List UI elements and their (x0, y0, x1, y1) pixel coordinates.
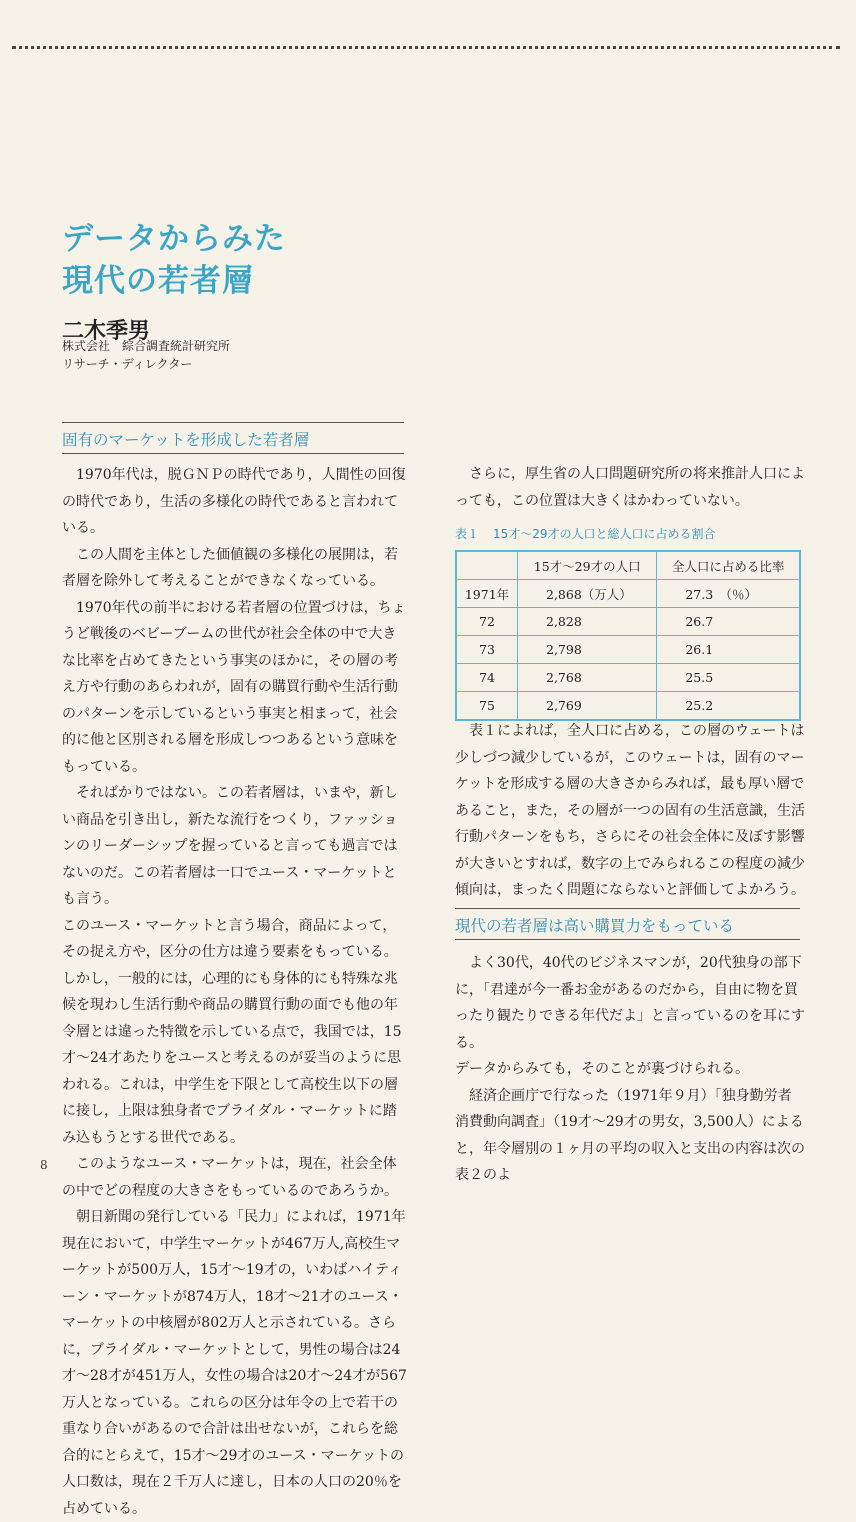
paragraph: データからみても，そのことが裏づけられる。 (455, 1061, 749, 1077)
year-cell: 72 (456, 608, 518, 636)
table-1-caption (455, 525, 730, 542)
table-title: 15才～29才の人口と総人口に占める割合 (493, 527, 716, 541)
top-dotted-rule (12, 46, 840, 49)
year-cell: 74 (456, 664, 518, 692)
population-cell: 2,868（万人） (518, 580, 657, 608)
paragraph: このユース・マーケットと言う場合，商品によって，その捉え方や，区分の仕方は違う要素をもっている。しかし，一般的には，心理的にも身体的にも特殊な兆候を現わし生活行動や商品の購買行動の面でも他の年令層とは違った特徴を示している点で，我国では，15才～24才あたりをユースと考えるのが妥当のように思われる。これは，中学生を下限として高校生以下の層に接し，上限は独身者でブライダル・マーケットに踏み込もうとする世代である。 (62, 917, 402, 1146)
paragraph: この人間を主体とした価値観の多様化の展開は，若者層を除外して考えることができなくなっている。 (62, 546, 398, 589)
left-column-body (62, 462, 410, 1522)
year-cell: 75 (456, 692, 518, 721)
right-column-top (455, 461, 805, 514)
table-row (456, 580, 800, 608)
table-header-row (456, 551, 800, 580)
paragraph: そればかりではない。この若者層は，いまや，新しい商品を引き出し，新たな流行をつくり，ファッションのリーダーシップを握っていると言っても過言ではないのだ。この若者層は一口でユース・マーケットとも言う。 (62, 785, 398, 907)
paragraph: 1970年代の前半における若者層の位置づけは，ちょうど戦後のベビーブームの世代が社会全体の中で大きな比率を占めてきたという事実のほかに，その層の考え方や行動のあらわれが，固有の購買行動や生活行動のパターンを示しているという事実と相まって，社会的に他と区別される層を形成しつつあるという意味をもっている。 (62, 599, 406, 775)
table-header-empty (456, 551, 518, 580)
title-line-2: 現代の若者層 (62, 263, 254, 299)
table-row (456, 636, 800, 664)
right-column-analysis (455, 718, 805, 904)
author-affiliation (62, 337, 230, 373)
paragraph: 1970年代は，脱ＧＮＰの時代であり，人間性の回復の時代であり，生活の多様化の時代であると言われている。 (62, 467, 406, 536)
page-number: 8 (40, 1158, 48, 1172)
population-cell: 2,768 (518, 664, 657, 692)
table-label: 表１ (455, 527, 480, 541)
ratio-cell: 27.3 （％） (657, 580, 800, 608)
section-2-heading: 現代の若者層は高い購買力をもっている (455, 914, 800, 940)
paragraph: よく30代，40代のビジネスマンが，20代独身の部下に，「君達が今一番お金があるのだから，自由に物を買ったり観たりできる年代だよ」と言っているのを耳にする。 (455, 955, 805, 1051)
population-cell: 2,798 (518, 636, 657, 664)
year-cell: 1971年 (456, 580, 518, 608)
population-cell: 2,769 (518, 692, 657, 721)
ratio-cell: 25.5 (657, 664, 800, 692)
ratio-cell: 26.7 (657, 608, 800, 636)
ratio-cell: 26.1 (657, 636, 800, 664)
author-name: 二木季男 (62, 318, 151, 344)
right-column-body (455, 950, 805, 1189)
table-header-population: 15才～29才の人口 (518, 551, 657, 580)
table-header-ratio: 全人口に占める比率 (657, 551, 800, 580)
population-cell: 2,828 (518, 608, 657, 636)
ratio-cell: 25.2 (657, 692, 800, 721)
affiliation-line-2: リサーチ・ディレクター (62, 357, 193, 371)
affiliation-line-1: 株式会社 綜合調査統計研究所 (62, 339, 231, 353)
paragraph: 経済企画庁で行なった（1971年９月）「独身勤労者消費動向調査」（19才～29才の男女，3,500人）によると，年令層別の１ヶ月の平均の収入と支出の内容は次の表２のよ (455, 1087, 805, 1183)
table-1 (455, 550, 801, 721)
section-1-heading: 固有のマーケットを形成した若者層 (62, 428, 404, 454)
paragraph: さらに，厚生省の人口問題研究所の将来推計人口によっても，この位置は大きくはかわっていない。 (455, 466, 805, 509)
paragraph: 表１によれば，全人口に占める，この層のウェートは少しづつ減少しているが，このウェートは，固有のマーケットを形成する層の大きさからみれば，最も厚い層であること，また，その層が一つの固有の生活意識，生活行動パターンをもち，さらにその社会全体に及ぼす影響が大きいとすれば，数字の上でみられるこの程度の減少傾向は，まったく問題にならないと評価してよかろう。 (455, 723, 805, 898)
year-cell: 73 (456, 636, 518, 664)
table-row (456, 608, 800, 636)
article-title (62, 218, 286, 302)
title-line-1: データからみた (62, 221, 286, 257)
paragraph: 朝日新聞の発行している「民力」によれば，1971年現在において，中学生マーケットが467万人,高校生マーケットが500万人，15才～19才の，いわばハイティーン・マーケットが874万人，18才～21才のユース・マーケットの中核層が802万人と示されている。さらに，ブライダル・マーケットとして，男性の場合は24才～28才が451万人，女性の場合は20才～24才が567万人となっている。これらの区分は年令の上で若干の重なり合いがあるので合計は出せないが，これらを総合的にとらえて，15才～29才のユース・マーケットの人口数は，現在２千万人に達し，日本の人口の20％を占めている。 (62, 1209, 407, 1517)
table-row (456, 664, 800, 692)
table-row (456, 692, 800, 721)
paragraph: このようなユース・マーケットは，現在，社会全体の中でどの程度の大きさをもっているのであろうか。 (62, 1156, 398, 1199)
